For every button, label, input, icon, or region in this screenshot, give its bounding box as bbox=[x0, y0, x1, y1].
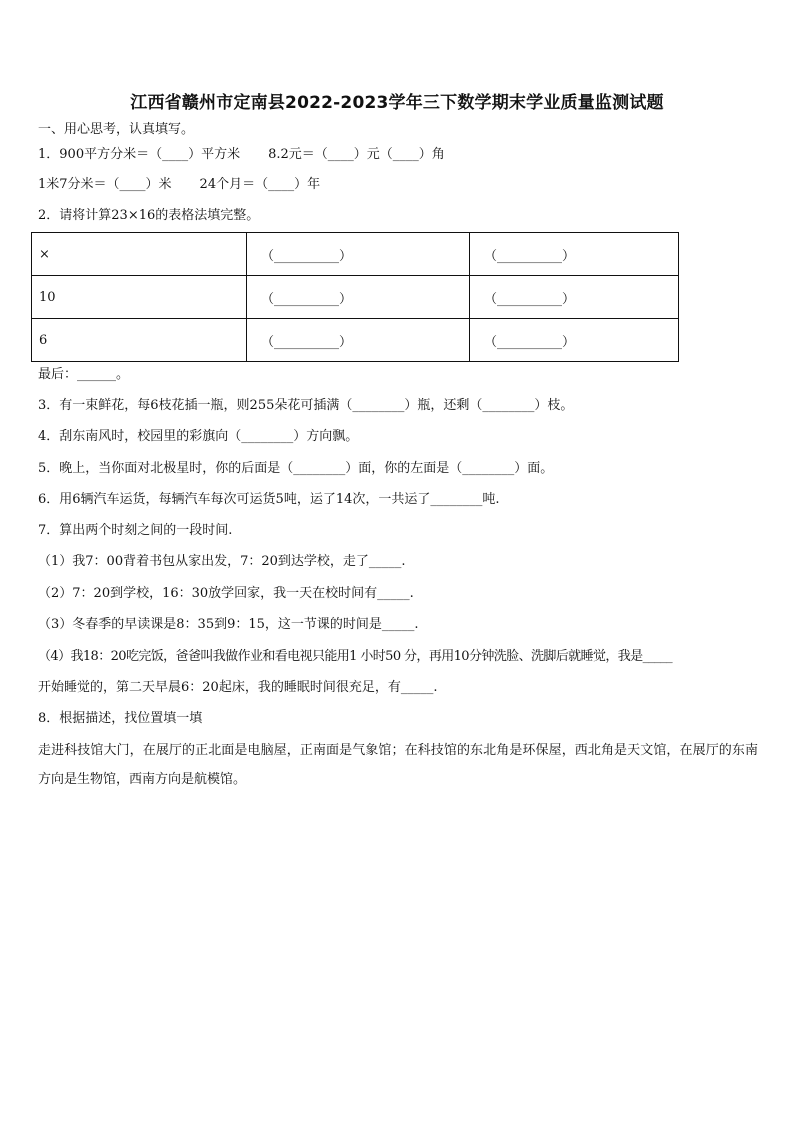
question-8-description: 走进科技馆大门，在展厅的正北面是电脑屋，正南面是气象馆；在科技馆的东北角是环保屋，西北角是天文馆，在展厅的东南方向是生物馆，西南方向是航模馆。 bbox=[38, 743, 758, 787]
question-1-line-2 bbox=[38, 176, 756, 194]
question-8: 8．根据描述，找位置填一填 bbox=[38, 711, 203, 726]
question-7-sub-4-line-1: （4）我18：20吃完饭，爸爸叫我做作业和看电视只能用1 小时50 分，再用10分钟洗脸、洗脚后就睡觉，我是_____ bbox=[38, 649, 673, 664]
question-2: 2．请将计算23×16的表格法填完整。 bbox=[38, 208, 260, 223]
question-7: 7．算出两个时刻之间的一段时间. bbox=[38, 523, 233, 538]
page-title: 江西省赣州市定南县2022-2023学年三下数学期末学业质量监测试题 bbox=[130, 93, 664, 113]
question-1-line-1 bbox=[38, 146, 756, 164]
table-cell-blank[interactable]: （__________） bbox=[470, 233, 679, 276]
table-cell: 10 bbox=[32, 276, 247, 319]
q1-area-conversion: 1．900平方分米＝（____）平方米 bbox=[38, 147, 241, 162]
question-3: 3．有一束鲜花，每6枝花插一瓶，则255朵花可插满（________）瓶，还剩（________）枝。 bbox=[38, 398, 574, 413]
table-cell: × bbox=[32, 233, 247, 276]
question-4: 4．刮东南风时，校园里的彩旗向（________）方向飘。 bbox=[38, 429, 359, 444]
question-7-sub-3: （3）冬春季的早读课是8：35到9：15，这一节课的时间是_____. bbox=[38, 617, 419, 632]
table-row bbox=[32, 319, 679, 362]
question-5: 5．晚上，当你面对北极星时，你的后面是（________）面，你的左面是（________）面。 bbox=[38, 461, 554, 476]
question-7-sub-2: （2）7：20到学校，16：30放学回家，我一天在校时间有_____. bbox=[38, 586, 414, 601]
question-7-sub-1: （1）我7：00背着书包从家出发，7：20到达学校，走了_____. bbox=[38, 554, 406, 569]
question-6: 6．用6辆汽车运货，每辆汽车每次可运货5吨，运了14次，一共运了________吨. bbox=[38, 492, 500, 507]
section-heading: 一、用心思考，认真填写。 bbox=[38, 122, 195, 137]
table-row bbox=[32, 233, 679, 276]
multiplication-table bbox=[31, 232, 679, 362]
q1-money-conversion: 8.2元＝（____）元（____）角 bbox=[268, 147, 445, 162]
question-7-sub-4-line-2: 开始睡觉的，第二天早晨6：20起床，我的睡眠时间很充足，有_____. bbox=[38, 680, 438, 695]
question-2-final: 最后：______。 bbox=[38, 367, 130, 382]
table-cell: 6 bbox=[32, 319, 247, 362]
q1-length-conversion: 1米7分米＝（____）米 bbox=[38, 177, 172, 192]
q1-time-conversion: 24个月＝（____）年 bbox=[199, 177, 321, 192]
table-cell-blank[interactable]: （__________） bbox=[247, 233, 470, 276]
table-cell-blank[interactable]: （__________） bbox=[470, 319, 679, 362]
table-cell-blank[interactable]: （__________） bbox=[470, 276, 679, 319]
table-cell-blank[interactable]: （__________） bbox=[247, 319, 470, 362]
table-row bbox=[32, 276, 679, 319]
table-cell-blank[interactable]: （__________） bbox=[247, 276, 470, 319]
